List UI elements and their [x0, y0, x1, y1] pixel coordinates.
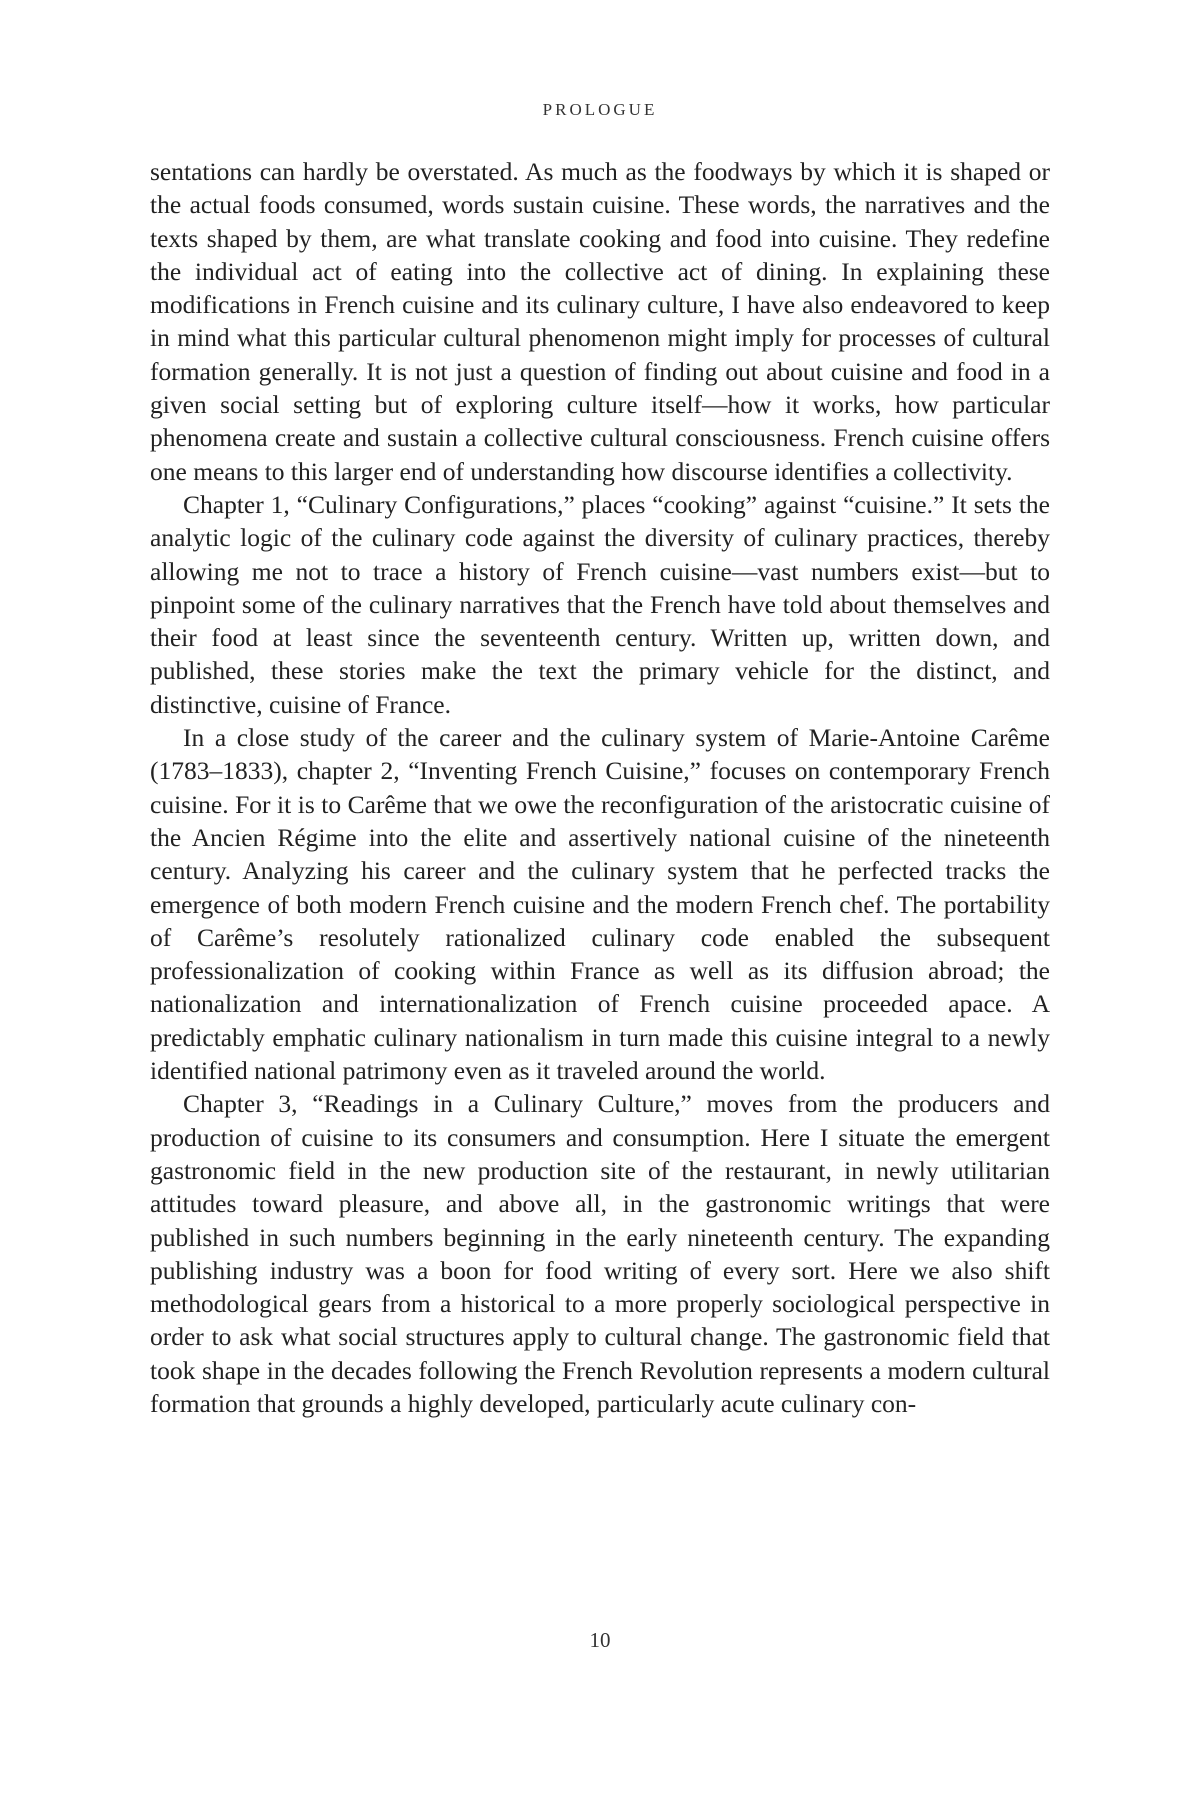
- paragraph-4: Chapter 3, “Readings in a Culinary Culture,” moves from the producers and production of cuisine to its consumers and consumption. Here I situate the emergent gastronomic field in the new production site of the restaurant, in newly utilitarian attitudes toward pleasure, and above all, in the gastronomic writings that were published in such numbers beginning in the early nineteenth century. The expanding publishing industry was a boon for food writing of every sort. Here we also shift methodological gears from a historical to a more properly sociological perspective in order to ask what social structures apply to cultural change. The gastronomic field that took shape in the decades following the French Revolution represents a modern cultural formation that grounds a highly developed, particularly acute culinary con-: [150, 1089, 1050, 1418]
- paragraph-2: Chapter 1, “Culinary Configurations,” places “cooking” against “cuisine.” It sets the analytic logic of the culinary code against the diversity of culinary practices, thereby allowing me not to trace a history of French cuisine—vast numbers exist—but to pinpoint some of the culinary narratives that the French have told about themselves and their food at least since the seventeenth century. Written up, written down, and published, these stories make the text the primary vehicle for the distinct, and distinctive, cuisine of France.: [150, 489, 1050, 719]
- paragraph-1: sentations can hardly be overstated. As much as the foodways by which it is shaped or the actual foods consumed, words sustain cuisine. These words, the narratives and the texts shaped by them, are what translate cooking and food into cuisine. They redefine the individual act of eating into the collective act of dining. In explaining these modifications in French cuisine and its culinary culture, I have also endeavored to keep in mind what this particular cultural phenomenon might imply for processes of cultural formation generally. It is not just a question of finding out about cuisine and food in a given social setting but of exploring culture itself—how it works, how particular phenomena create and sustain a collective cultural consciousness. French cuisine offers one means to this larger end of understanding how discourse identifies a collectivity.: [150, 157, 1050, 486]
- body-text: [150, 155, 1050, 1420]
- page-number: 10: [589, 1628, 611, 1652]
- running-head: PROLOGUE: [542, 100, 658, 119]
- paragraph-3: In a close study of the career and the culinary system of Marie-Antoine Carême (1783–1833), chapter 2, “Inventing French Cuisine,” focuses on contemporary French cuisine. For it is to Carême that we owe the reconfiguration of the aristocratic cuisine of the Ancien Régime into the elite and assertively national cuisine of the nineteenth century. Analyzing his career and the culinary system that he perfected tracks the emergence of both modern French cuisine and the modern French chef. The portability of Carême’s resolutely rationalized culinary code enabled the subsequent professionalization of cooking within France as well as its diffusion abroad; the nationalization and internationalization of French cuisine proceeded apace. A predictably emphatic culinary nationalism in turn made this cuisine integral to a newly identified national patrimony even as it traveled around the world.: [150, 723, 1050, 1086]
